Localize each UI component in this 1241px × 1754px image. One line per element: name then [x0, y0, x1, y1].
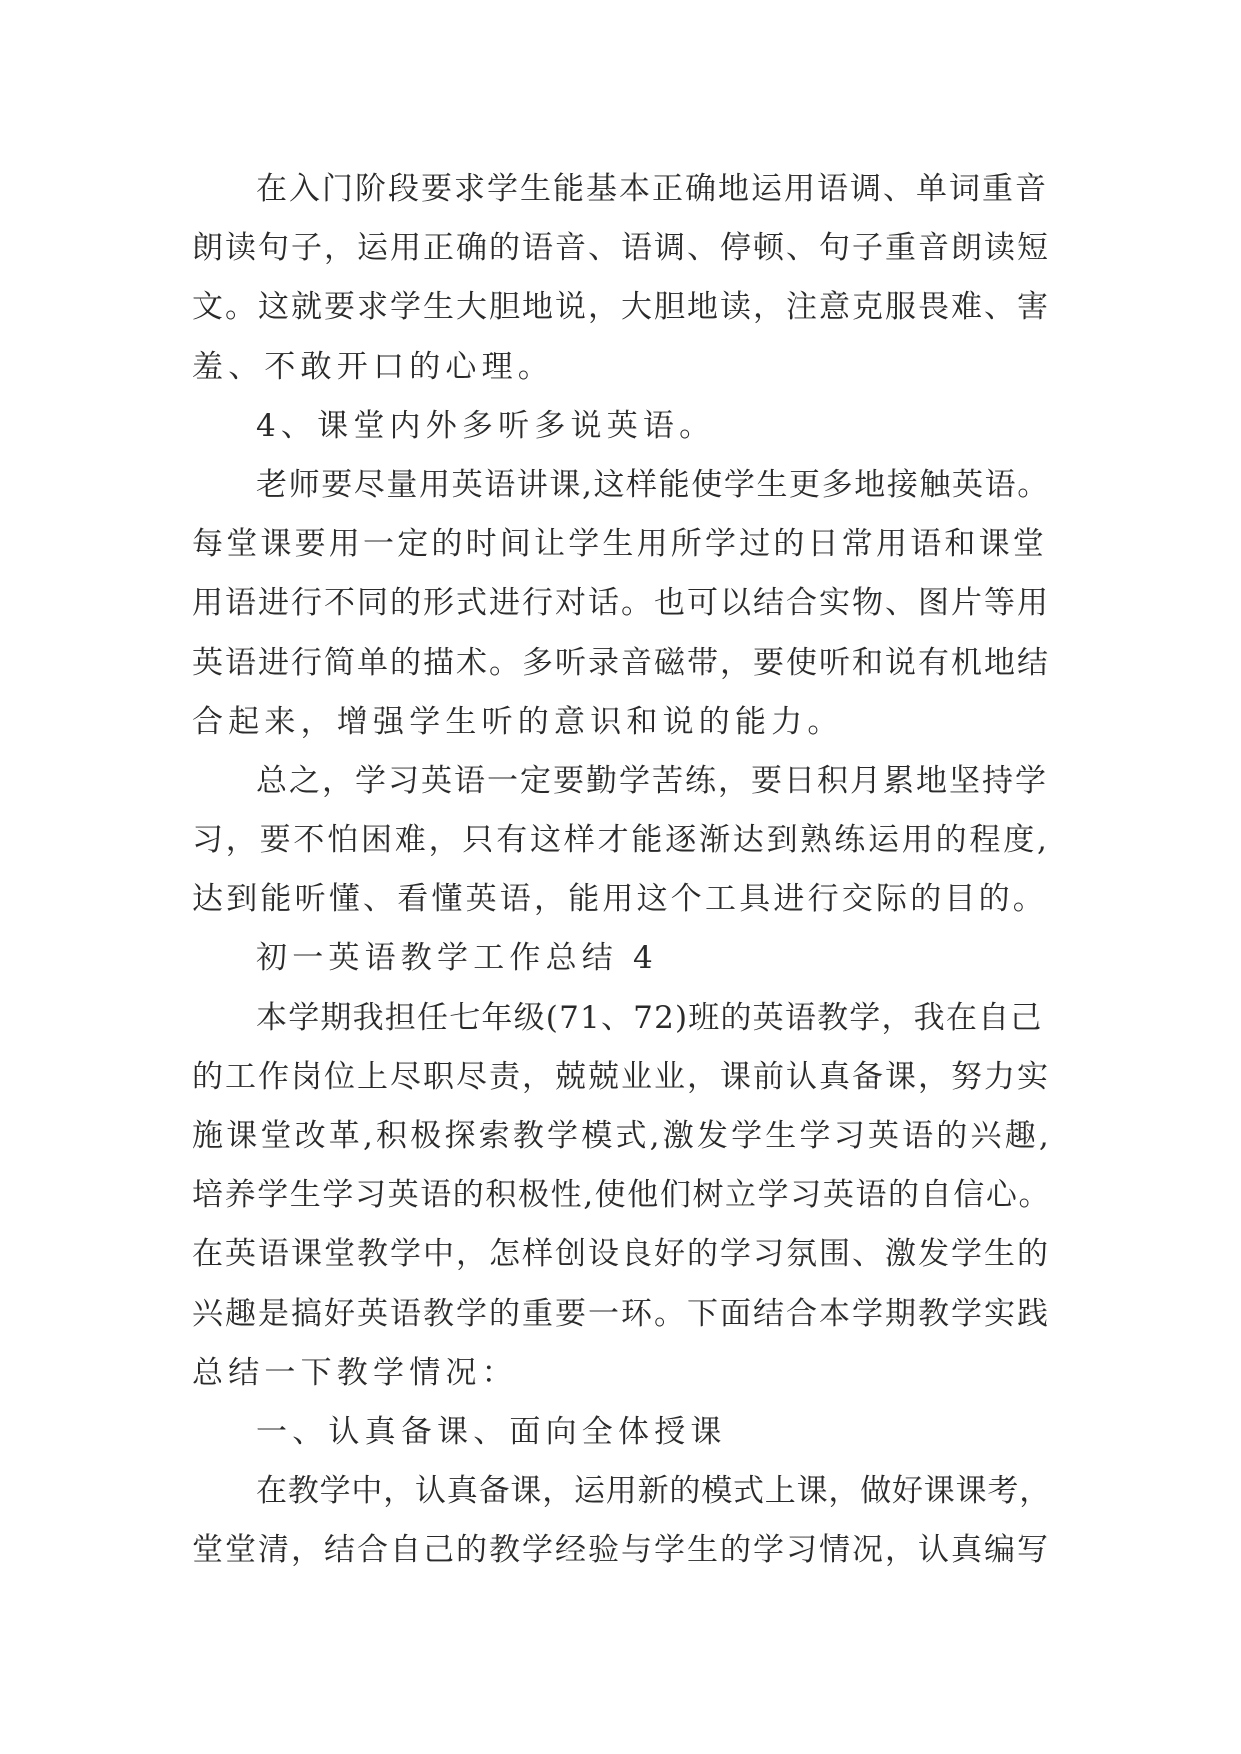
text-line: 在英语课堂教学中，怎样创设良好的学习氛围、激发学生的 [192, 1236, 1050, 1273]
text-line: 总结一下教学情况： [192, 1354, 518, 1391]
text-line: 朗读句子，运用正确的语音、语调、停顿、句子重音朗读短 [192, 230, 1050, 267]
text-line: 堂堂清，结合自己的教学经验与学生的学习情况，认真编写 [192, 1532, 1050, 1569]
text-line: 文。这就要求学生大胆地说，大胆地读，注意克服畏难、害 [192, 289, 1050, 326]
text-line: 用语进行不同的形式进行对话。也可以结合实物、图片等用 [192, 585, 1050, 622]
section-heading: 一、认真备课、面向全体授课 [256, 1413, 727, 1450]
text-line: 英语进行简单的描术。多听录音磁带，要使听和说有机地结 [192, 644, 1050, 681]
text-line: 老师要尽量用英语讲课,这样能使学生更多地接触英语。 [256, 466, 1050, 503]
text-line: 兴趣是搞好英语教学的重要一环。下面结合本学期教学实践 [192, 1295, 1050, 1332]
text-line: 4、课堂内外多听多说英语。 [256, 407, 716, 444]
section-heading: 初一英语教学工作总结 4 [256, 940, 658, 977]
text-line: 习，要不怕困难，只有这样才能逐渐达到熟练运用的程度, [192, 822, 1050, 859]
text-line: 施课堂改革,积极探索教学模式,激发学生学习英语的兴趣, [192, 1118, 1052, 1154]
text-line: 总之，学习英语一定要勤学苦练，要日积月累地坚持学 [256, 762, 1048, 799]
text-line: 的工作岗位上尽职尽责，兢兢业业，课前认真备课，努力实 [192, 1058, 1050, 1095]
text-line: 本学期我担任七年级(71、72)班的英语教学，我在自己 [256, 999, 1043, 1036]
text-line: 每堂课要用一定的时间让学生用所学过的日常用语和课堂 [192, 526, 1047, 563]
text-line: 在入门阶段要求学生能基本正确地运用语调、单词重音 [256, 171, 1048, 207]
text-line: 达到能听懂、看懂英语，能用这个工具进行交际的目的。 [192, 881, 1047, 918]
text-line: 合起来，增强学生听的意识和说的能力。 [192, 703, 844, 740]
text-line: 培养学生学习英语的积极性,使他们树立学习英语的自信心。 [192, 1177, 1052, 1214]
text-line: 在教学中，认真备课，运用新的模式上课，做好课课考， [256, 1473, 1051, 1510]
document-body [192, 160, 1052, 1581]
text-line: 羞、不敢开口的心理。 [192, 348, 554, 385]
